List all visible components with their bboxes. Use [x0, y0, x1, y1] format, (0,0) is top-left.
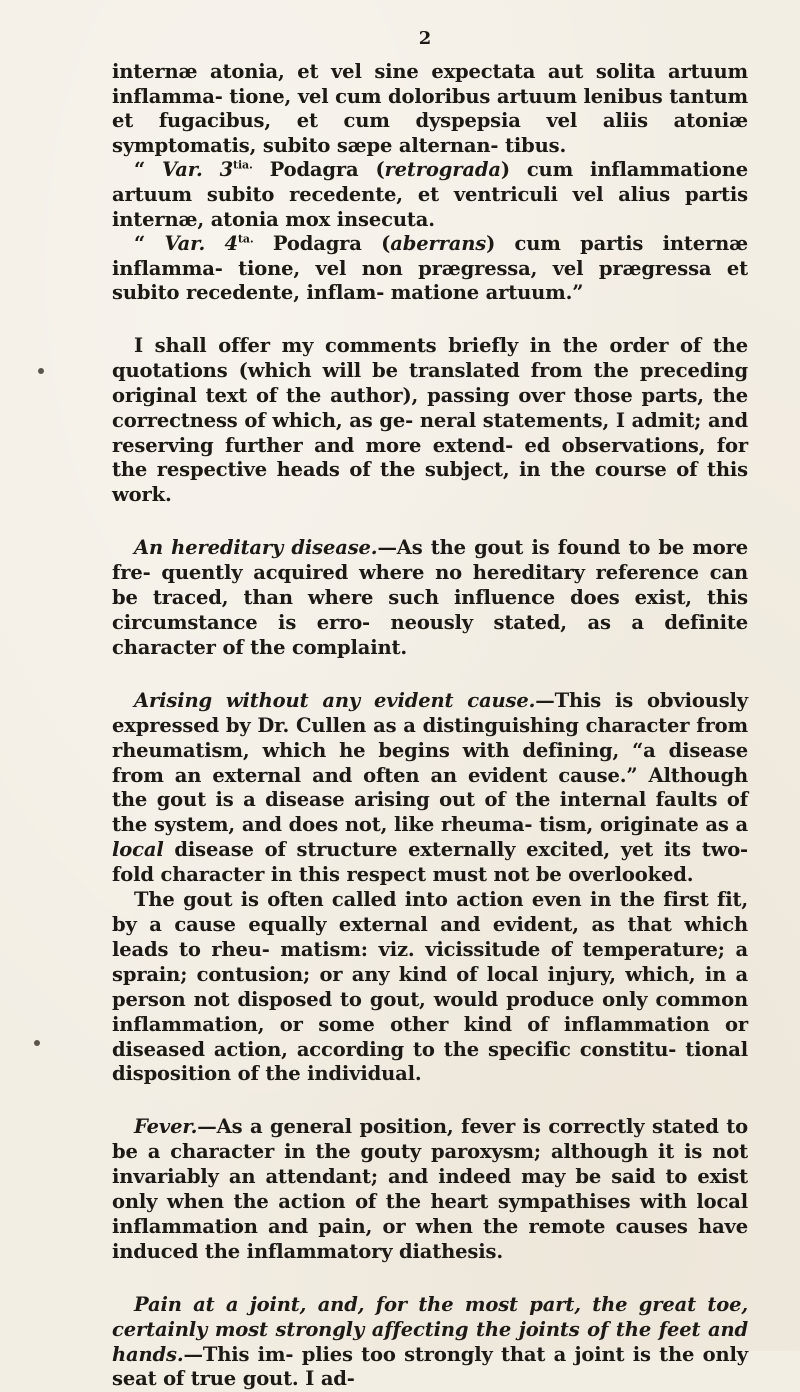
section-heading: Fever. [134, 1115, 198, 1139]
paragraph [112, 1115, 748, 1264]
ordinal-suffix: tia. [233, 158, 253, 172]
quote-text: ) cum inflammatione artuum subito recedente, et ventriculi vel alius partis internæ, atonia mox insecuta. [112, 158, 748, 231]
paragraph-text: —This im- plies too strongly that a joint is the only seat of true gout. I ad- [112, 1342, 748, 1391]
ordinal-suffix: ta. [237, 232, 254, 246]
variety-type: aberrans [390, 232, 487, 256]
page-number: 2 [418, 28, 432, 49]
quote-text: internæ atonia, et vel sine expectata aut solita artuum inflamma- tione, vel cum doloribus artuum lenibus tantum et fugacibus, et cum dyspepsia vel aliis atoniæ symptomatis, subito sæpe alternan- tibus. [112, 60, 749, 157]
section-heading: Pain at a joint, and, for the most part, the great toe, certainly most strongly affecting the joints of the feet and hands. [112, 1292, 748, 1366]
quote-paragraph [112, 158, 748, 232]
commentary [112, 334, 748, 1392]
paragraph-text: disease of structure externally excited, yet its two-fold character in this respect must not be overlooked. [112, 838, 748, 887]
quote-mark: “ [134, 232, 165, 256]
variety-label: Var. 4 [164, 232, 238, 256]
emphasis: local [112, 838, 164, 862]
quote-paragraph [112, 232, 748, 306]
paragraph [112, 536, 748, 661]
paragraph [112, 1293, 748, 1392]
section-heading: An hereditary disease. [134, 536, 378, 560]
margin-mark [34, 1040, 40, 1046]
variety-label: Var. 3 [162, 158, 234, 182]
quote-paragraph [112, 60, 748, 158]
latin-quotation [112, 60, 748, 306]
paragraph-text: —As a general position, fever is correctly stated to be a character in the gouty paroxysm; although it is not invariably an attendant; and indeed may be said to exist only when the action of the heart sympathises with local inflammation and pain, or when the remote causes have induced the inflammatory diathesis. [112, 1115, 748, 1263]
variety-type: retrograda [384, 158, 501, 182]
paragraph-text: —As the gout is found to be more fre- quently acquired where no hereditary reference can be traced, than where such influence does exist, this circumstance is erro- neously stated, as a definite character of the complaint. [112, 536, 748, 659]
paragraph [112, 689, 748, 888]
quote-mark: “ [134, 158, 163, 182]
quote-text: Podagra ( [253, 232, 391, 256]
section-heading: Arising without any evident cause. [134, 688, 536, 712]
margin-mark [38, 368, 44, 374]
paragraph-text: —This is obviously expressed by Dr. Cullen as a distinguishing character from rheumatism, which he begins with defining, “a disease from an external and often an evident cause.” Although the gout is a disease arising out of the internal faults of the system, and does not, like rheuma- tism, originate as a [112, 688, 748, 837]
paragraph: The gout is often called into action even in the first fit, by a cause equally external and evident, as that which leads to rheu- matism: viz. vicissitude of temperature; a sprain; contusion; or any kind of local injury, which, in a person not disposed to gout, would produce only common inflammation, or some other kind of inflammation or diseased action, according to the specific constitu- tional disposition of the individual. [112, 888, 748, 1086]
paragraph: I shall offer my comments briefly in the order of the quotations (which will be translated from the preceding original text of the author), passing over those parts, the correctness of which, as ge- neral statements, I admit; and reserving further and more extend- ed observations, for the respective heads of the subject, in the course of this work. [112, 333, 748, 507]
quote-text: Podagra ( [252, 158, 385, 182]
quote-text: ) cum partis internæ inflamma- tione, vel non prægressa, vel prægressa et subito recedente, inflam- matione artuum.” [112, 232, 748, 305]
